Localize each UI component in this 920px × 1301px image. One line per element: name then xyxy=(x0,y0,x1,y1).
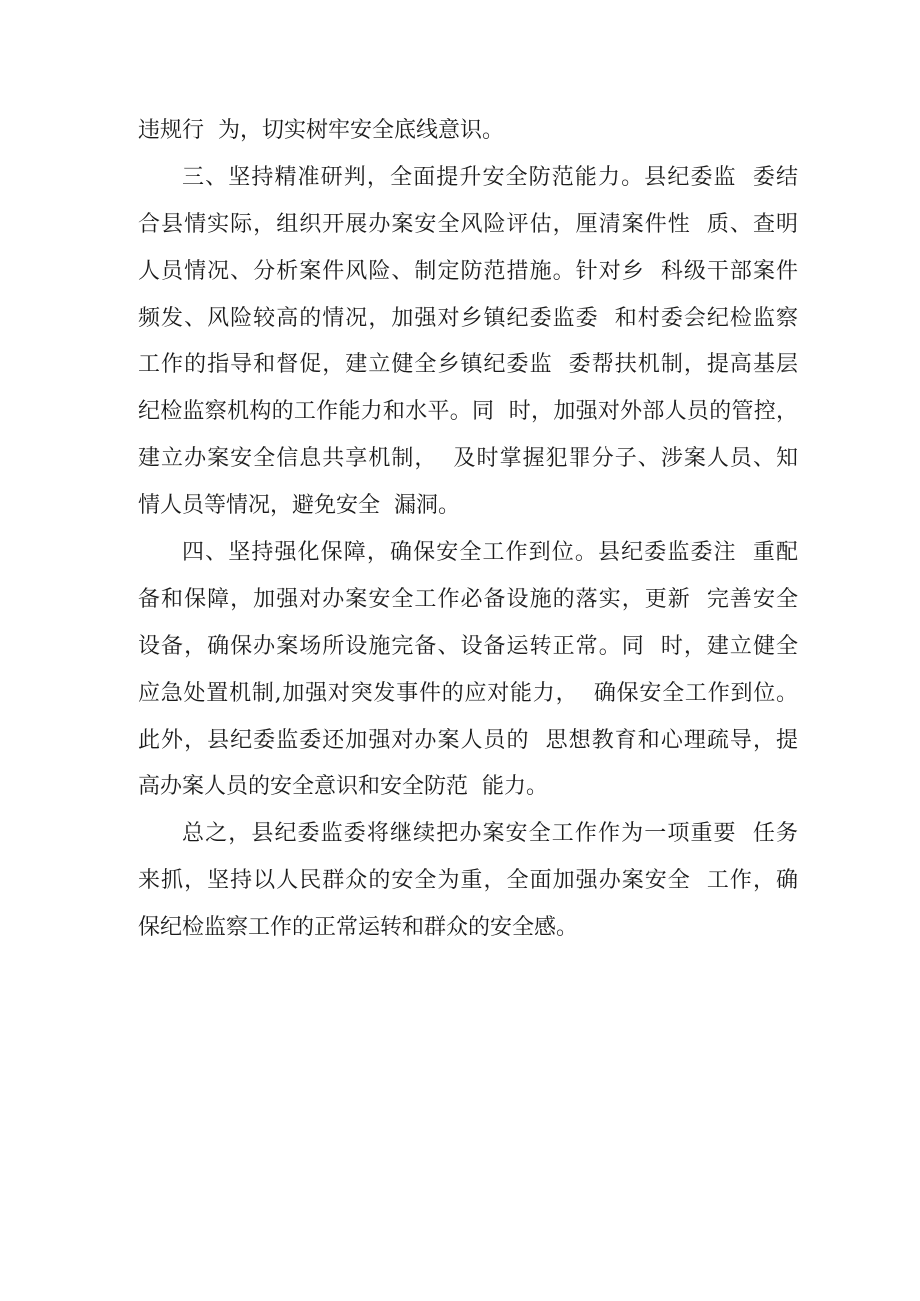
paragraph-section-three xyxy=(138,155,798,530)
text-line: 保纪检监察工作的正常运转和群众的安全感。 xyxy=(138,915,579,941)
text-line: 备和保障，加强对办案安全工作必备设施的落实，更新 完善安全 xyxy=(138,586,798,612)
text-line: 设备，确保办案场所设施完备、设备运转正常。同 时，建立健全 xyxy=(138,633,798,659)
text-line: 纪检监察机构的工作能力和水平。同 时，加强对外部人员的管控， xyxy=(138,399,798,425)
text-line: 合县情实际，组织开展办案安全风险评估，厘清案件性 质、查明 xyxy=(138,211,798,237)
paragraph-continuation xyxy=(138,108,798,155)
paragraph-section-four xyxy=(138,530,798,811)
text-line: 高办案人员的安全意识和安全防范 能力。 xyxy=(138,774,548,800)
text-line: 三、坚持精准研判，全面提升安全防范能力。县纪委监 委结 xyxy=(182,164,798,190)
text-line: 来抓，坚持以人民群众的安全为重，全面加强办案安全 工作，确 xyxy=(138,868,798,894)
text-line: 应急处置机制,加强对突发事件的应对能力， 确保安全工作到位。 xyxy=(138,680,798,706)
text-line: 此外，县纪委监委还加强对办案人员的 思想教育和心理疏导，提 xyxy=(138,727,798,753)
text-line: 总之，县纪委监委将继续把办案安全工作作为一项重要 任务 xyxy=(182,821,798,847)
text-line: 建立办案安全信息共享机制， 及时掌握犯罪分子、涉案人员、知 xyxy=(138,446,798,472)
text-line: 人员情况、分析案件风险、制定防范措施。针对乡 科级干部案件 xyxy=(138,258,798,284)
text-line: 工作的指导和督促，建立健全乡镇纪委监 委帮扶机制，提高基层 xyxy=(138,352,798,378)
document-body xyxy=(138,108,798,952)
text-line: 违规行 为，切实树牢安全底线意识。 xyxy=(138,118,504,143)
paragraph-conclusion xyxy=(138,811,798,952)
text-line: 频发、风险较高的情况，加强对乡镇纪委监委 和村委会纪检监察 xyxy=(138,305,798,331)
text-line: 情人员等情况，避免安全 漏洞。 xyxy=(138,493,460,519)
text-line: 四、坚持强化保障，确保安全工作到位。县纪委监委注 重配 xyxy=(182,540,798,566)
